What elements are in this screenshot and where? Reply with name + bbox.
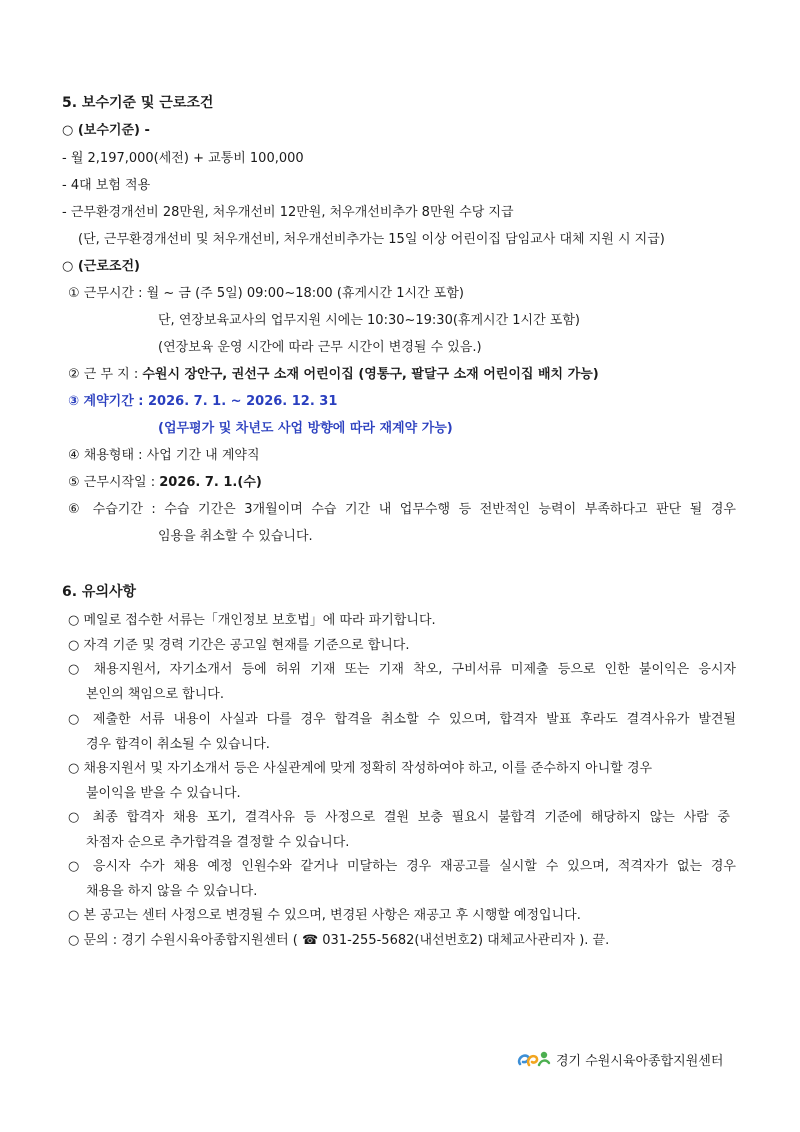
notice-item: ○ 메일로 접수한 서류는「개인정보 보호법」에 따라 파기합니다. bbox=[68, 613, 436, 628]
notice-item: ○ 최종 합격자 채용 포기, 결격사유 등 사정으로 결원 보충 필요시 불합격 기준에 해당하지 않는 사람 중 bbox=[68, 810, 730, 825]
start-date-label: ⑤ 근무시작일 : bbox=[68, 475, 160, 490]
notice-item-cont: 경우 합격이 취소될 수 있습니다. bbox=[86, 737, 270, 752]
probation-note: 임용을 취소할 수 있습니다. bbox=[158, 529, 313, 544]
pay-line-allowance: - 근무환경개선비 28만원, 처우개선비 12만원, 처우개선비추가 8만원 수당 지급 bbox=[62, 205, 514, 220]
work-condition-heading: ○ (근로조건) bbox=[62, 259, 140, 274]
pay-standard-heading: ○ (보수기준) - bbox=[62, 123, 150, 138]
pay-line-insurance: - 4대 보험 적용 bbox=[62, 178, 151, 193]
start-date-value: 2026. 7. 1.(수) bbox=[159, 475, 262, 490]
notice-item: ○ 채용지원서, 자기소개서 등에 허위 기재 또는 기재 착오, 구비서류 미제출 등으로 인한 불이익은 응시자 bbox=[68, 662, 736, 677]
employment-type: ④ 채용형태 : 사업 기간 내 계약직 bbox=[68, 448, 260, 463]
notice-item: ○ 응시자 수가 채용 예정 인원수와 같거나 미달하는 경우 재공고를 실시할 수 있으며, 적격자가 없는 경우 bbox=[68, 859, 736, 874]
start-date bbox=[68, 474, 262, 492]
notice-item-cont: 채용을 하지 않을 수 있습니다. bbox=[86, 884, 258, 899]
footer-org-name: 경기 수원시육아종합지원센터 bbox=[556, 1053, 724, 1069]
notice-item-cont: 본인의 책임으로 합니다. bbox=[86, 687, 224, 702]
center-logo-icon bbox=[516, 1048, 552, 1070]
notice-item: ○ 자격 기준 및 경력 기간은 공고일 현재를 기준으로 합니다. bbox=[68, 638, 410, 653]
notice-item-contact: ○ 문의 : 경기 수원시육아종합지원센터 ( ☎ 031-255-5682(내선번호2) 대체교사관리자 ). 끝. bbox=[68, 933, 610, 948]
workplace-label: ② 근 무 지 : bbox=[68, 367, 143, 382]
probation-period: ⑥ 수습기간 : 수습 기간은 3개월이며 수습 기간 내 업무수행 등 전반적인 능력이 부족하다고 판단 될 경우 bbox=[68, 502, 736, 517]
pay-line-salary: - 월 2,197,000(세전) + 교통비 100,000 bbox=[62, 151, 304, 166]
work-hours: ① 근무시간 : 월 ~ 금 (주 5일) 09:00~18:00 (휴게시간 1시간 포함) bbox=[68, 286, 464, 301]
work-hours-note: (연장보육 운영 시간에 따라 근무 시간이 변경될 수 있음.) bbox=[158, 340, 482, 355]
notice-item: ○ 제출한 서류 내용이 사실과 다를 경우 합격을 취소할 수 있으며, 합격자 발표 후라도 결격사유가 발견될 bbox=[68, 712, 736, 727]
section-5-title: 5. 보수기준 및 근로조건 bbox=[62, 95, 214, 111]
section-6-title: 6. 유의사항 bbox=[62, 584, 137, 600]
pay-line-note: (단, 근무환경개선비 및 처우개선비, 처우개선비추가는 15일 이상 어린이집 담임교사 대체 지원 시 지급) bbox=[78, 232, 665, 247]
contract-note: (업무평가 및 차년도 사업 방향에 따라 재계약 가능) bbox=[158, 421, 453, 436]
footer-org bbox=[516, 1046, 723, 1072]
notice-item: ○ 본 공고는 센터 사정으로 변경될 수 있으며, 변경된 사항은 재공고 후 시행할 예정입니다. bbox=[68, 908, 581, 923]
workplace bbox=[68, 366, 599, 384]
contract-period: ③ 계약기간 : 2026. 7. 1. ~ 2026. 12. 31 bbox=[68, 394, 338, 409]
notice-item: ○ 채용지원서 및 자기소개서 등은 사실관계에 맞게 정확히 작성하여야 하고, 이를 준수하지 아니할 경우 bbox=[68, 761, 653, 776]
notice-item-cont: 차점자 순으로 추가합격을 결정할 수 있습니다. bbox=[86, 835, 350, 850]
notice-item-cont: 불이익을 받을 수 있습니다. bbox=[86, 786, 241, 801]
workplace-value: 수원시 장안구, 권선구 소재 어린이집 (영통구, 팔달구 소재 어린이집 배치 가능) bbox=[142, 367, 599, 382]
work-hours-extended: 단, 연장보육교사의 업무지원 시에는 10:30~19:30(휴게시간 1시간 포함) bbox=[158, 313, 580, 328]
